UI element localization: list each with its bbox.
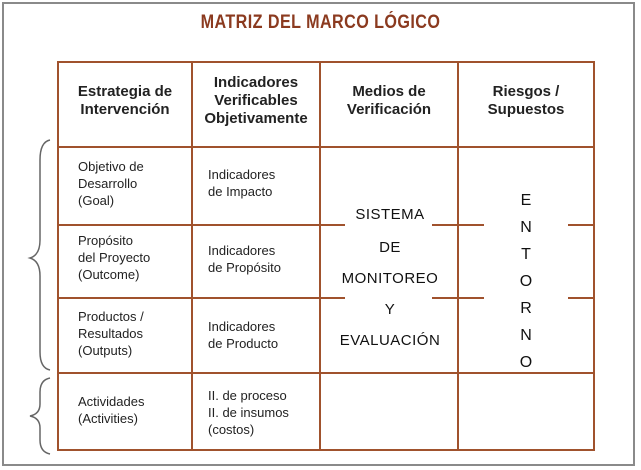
brace-upper [30, 140, 50, 370]
entorno-letter-6: N [520, 327, 532, 344]
row-goal-indicator: Indicadores de Impacto [208, 167, 276, 199]
header-strategy: Estrategia de Intervención [77, 83, 173, 118]
header-indicators: Indicadores Verificables Objetivamente [204, 74, 308, 127]
entorno-letter-4: O [519, 273, 533, 290]
row-outputs-indicator: Indicadores de Producto [208, 319, 279, 351]
brace-lower [30, 378, 50, 454]
entorno-letter-2: N [520, 219, 532, 236]
monitoring-line-4: Y [384, 301, 396, 318]
row-activities-indicator: II. de proceso II. de insumos (costos) [208, 388, 289, 437]
row-outputs-strategy: Productos / Resultados (Outputs) [78, 309, 144, 358]
row-outcome-indicator: Indicadores de Propósito [208, 243, 281, 275]
monitoring-line-1: SISTEMA [355, 206, 425, 223]
page-title: MATRIZ DEL MARCO LÓGICO [200, 12, 441, 33]
header-risks: Riesgos / Supuestos [487, 83, 565, 118]
monitoring-line-3: MONITOREO [341, 270, 439, 287]
row-goal-strategy: Objetivo de Desarrollo (Goal) [78, 159, 144, 208]
header-verification: Medios de Verificación [346, 83, 432, 118]
row-outcome-strategy: Propósito del Proyecto (Outcome) [78, 233, 151, 282]
entorno-letter-1: E [520, 192, 532, 209]
entorno-letter-3: T [521, 246, 531, 263]
entorno-letter-7: O [519, 354, 533, 371]
row-activities-strategy: Actividades (Activities) [78, 394, 145, 426]
monitoring-line-2: DE [379, 239, 401, 256]
monitoring-line-5: EVALUACIÓN [339, 332, 441, 349]
entorno-letter-5: R [520, 300, 532, 317]
